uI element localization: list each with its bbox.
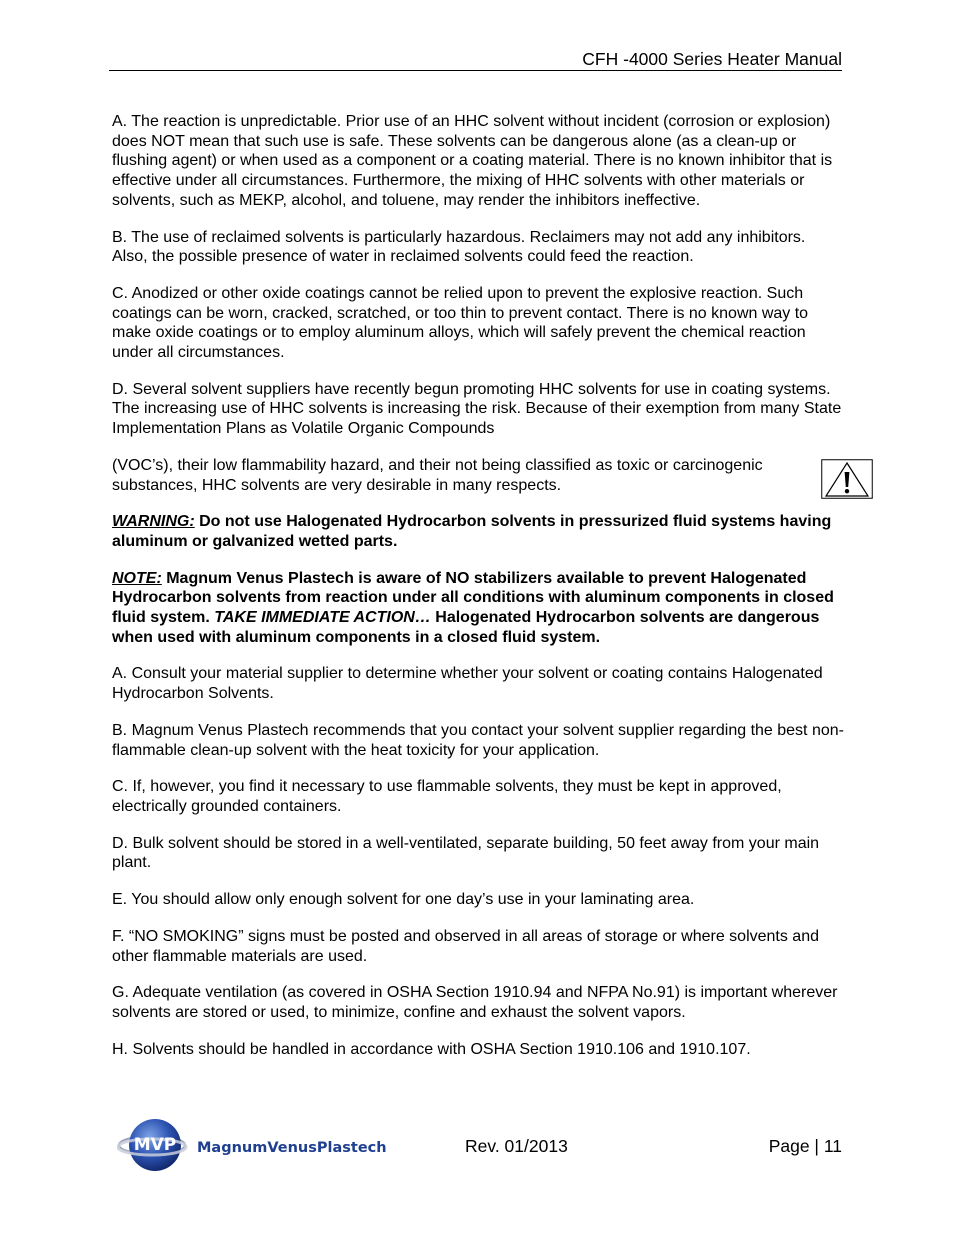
paragraph-e-allowance: E. You should allow only enough solvent for one day’s use in your laminating area. <box>112 891 695 909</box>
paragraph-d-storage: D. Bulk solvent should be stored in a well-ventilated, separate building, 50 feet away from your main plant. <box>112 834 820 872</box>
paragraph-c-flammable: C. If, however, you find it necessary to use flammable solvents, they must be kept in approved, electrically grounded containers. <box>112 778 782 815</box>
paragraph-d-voc: (VOC’s), their low flammability hazard, and their not being classified as toxic or carcinogenic substances, HHC solvents are very desirable in many respects. <box>112 456 763 494</box>
paragraph-g-ventilation: G. Adequate ventilation (as covered in OSHA Section 1910.94 and NFPA No.91) is important wherever solvents are stored or used, to minimize, confine and exhaust the solvent vapors. <box>112 984 838 1021</box>
page-number: Page | 11 <box>768 1136 842 1156</box>
page-header-title: CFH -4000 Series Heater Manual <box>582 49 842 69</box>
paragraph-f-no-smoking: F. “NO SMOKING” signs must be posted and observed in all areas of storage or where solvents and other flammable materials are used. <box>112 927 819 965</box>
paragraph-h-handling: H. Solvents should be handled in accordance with OSHA Section 1910.106 and 1910.107. <box>112 1040 751 1058</box>
warning-text: Do not use Halogenated Hydrocarbon solvents in pressurized fluid systems having aluminum or galvanized wetted parts. <box>112 513 832 550</box>
warning-triangle-icon <box>821 459 873 499</box>
warning-paragraph <box>112 512 844 551</box>
header-divider <box>109 70 842 71</box>
paragraph-a-consult: A. Consult your material supplier to determine whether your solvent or coating contains Halogenated Hydrocarbon Solvents. <box>112 665 823 703</box>
paragraph-c-oxide: C. Anodized or other oxide coatings cannot be relied upon to prevent the explosive reaction. Such coatings can be worn, cracked, scratched, or too thin to prevent contact. There is no known way to make oxide coatings or to employ aluminum alloys, which will safely prevent the chemical reaction under all circumstances. <box>112 284 809 362</box>
note-text-1: Magnum Venus Plastech is aware of NO stabilizers available to prevent Halogenated Hydrocarbon solvents from reaction under all conditions with aluminum components in closed fluid system. <box>112 569 834 627</box>
note-paragraph <box>112 569 844 648</box>
paragraph-b-reclaimed: B. The use of reclaimed solvents is particularly hazardous. Reclaimers may not add any inhibitors. Also, the possible presence of water in reclaimed solvents could feed the reaction. <box>112 228 806 266</box>
paragraph-b-recommend: B. Magnum Venus Plastech recommends that you contact your solvent supplier regarding the best non-flammable clean-up solvent with the heat toxicity for your application. <box>112 721 844 759</box>
note-action: TAKE IMMEDIATE ACTION… <box>214 609 431 627</box>
note-text-2: Halogenated Hydrocarbon solvents are dangerous when used with aluminum components in a closed fluid system. <box>112 609 820 646</box>
paragraph-d-suppliers: D. Several solvent suppliers have recently begun promoting HHC solvents for use in coating systems. The increasing use of HHC solvents is increasing the risk. Because of their exemption from many State Implementation Plans as Volatile Organic Compounds <box>112 380 842 438</box>
logo-brand-name: MagnumVenusPlastech <box>197 1140 387 1156</box>
mvp-logo <box>117 1117 402 1173</box>
page-body <box>112 112 844 1076</box>
note-label: NOTE: <box>112 569 162 587</box>
warning-label: WARNING: <box>112 513 195 531</box>
paragraph-a-reaction: A. The reaction is unpredictable. Prior use of an HHC solvent without incident (corrosion or explosion) does NOT mean that such use is safe. These solvents can be dangerous alone (as a clean-up or flushing agent) or when used as a component or a coating material. There is no known inhibitor that is effective under all circumstances. Furthermore, the mixing of HHC solvents with other materials or solvents, such as MEKP, alcohol, and toluene, may render the inhibitors ineffective. <box>112 113 833 209</box>
logo-letters: MVP <box>133 1135 177 1155</box>
revision-label: Rev. 01/2013 <box>465 1136 568 1156</box>
